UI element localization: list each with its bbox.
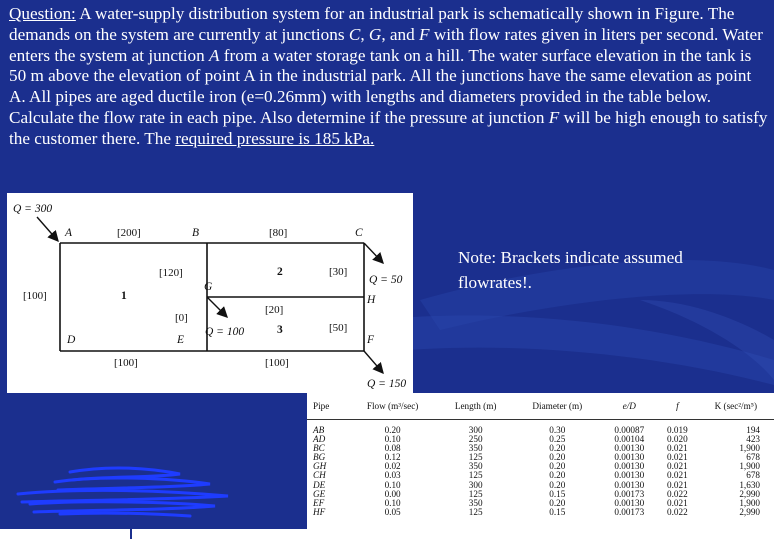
table-row: CH 0.03 125 0.20 0.00130 0.021 678: [313, 470, 760, 481]
bottom-strip: [0, 529, 774, 539]
pipe-data-table-panel: [307, 393, 774, 529]
node-h-label: H: [367, 294, 376, 306]
table-row: GE 0.00 125 0.15 0.00173 0.022 2,990: [313, 488, 760, 499]
header-pipe: Pipe: [307, 393, 347, 420]
flow-gh-label: [20]: [265, 304, 284, 316]
inflow-label: Q = 300: [13, 203, 53, 215]
header-k: K (sec²/m⁵): [698, 393, 774, 420]
node-d-label: D: [67, 334, 76, 346]
note-line-1: Note: Brackets indicate assumed: [458, 248, 683, 267]
header-ed: e/D: [601, 393, 657, 420]
flow-ge-label: [0]: [175, 312, 188, 324]
flow-ab-label: [200]: [117, 227, 141, 239]
inflow-arrow: [37, 217, 58, 241]
loop-2-label: 2: [277, 266, 283, 278]
header-flow: Flow (m³/sec): [347, 393, 438, 420]
node-f-label: F: [367, 334, 375, 346]
demand-c-arrow: [364, 243, 383, 263]
table-row: EF 0.10 350 0.20 0.00130 0.021 1,900: [313, 497, 760, 508]
table-row: GH 0.02 350 0.20 0.00130 0.021 1,900: [313, 461, 760, 472]
header-diameter: Diameter (m): [513, 393, 601, 420]
flow-ef-label: [100]: [265, 357, 289, 369]
loop-1-label: 1: [121, 290, 127, 302]
pen-scribble: [0, 460, 240, 530]
header-f: f: [657, 393, 698, 420]
table-row: BC 0.08 350 0.20 0.00130 0.021 1,900: [313, 443, 760, 454]
demand-g-arrow: [207, 297, 227, 317]
pipe-network-svg: [7, 193, 413, 393]
table-row: DE 0.10 300 0.20 0.00130 0.021 1,630: [313, 479, 760, 490]
pipe-data-table: [307, 393, 774, 517]
loop-3-label: 3: [277, 324, 283, 336]
flow-bc-label: [80]: [269, 227, 288, 239]
node-c-label: C: [355, 227, 363, 239]
node-b-label: B: [192, 227, 200, 239]
flow-ch-label: [30]: [329, 266, 348, 278]
flow-bg-label: [120]: [159, 267, 183, 279]
header-length: Length (m): [438, 393, 513, 420]
table-row: AB 0.20 300 0.30 0.00087 0.019 194: [313, 425, 760, 435]
node-e-label: E: [177, 334, 185, 346]
table-row: BG 0.12 125 0.20 0.00130 0.021 678: [313, 452, 760, 463]
table-row: AD 0.10 250 0.25 0.00104 0.020 423: [313, 434, 760, 445]
question-label: Question:: [9, 4, 76, 23]
demand-g-label: Q = 100: [205, 326, 245, 338]
note-line-2: flowrates!.: [458, 273, 532, 292]
text-cursor-line: [130, 529, 132, 539]
node-a-label: A: [65, 227, 73, 239]
demand-c-label: Q = 50: [369, 274, 403, 286]
node-g-label: G: [204, 281, 213, 293]
table-row: HF 0.05 125 0.15 0.00173 0.022 2,990: [313, 506, 760, 517]
demand-f-arrow: [364, 351, 383, 373]
pipe-network-diagram: [7, 193, 413, 393]
note-text: [458, 245, 758, 295]
question-text: Question: A water-supply distribution system for an industrial park is schematically shown in Figure. The demands on the system are currently at junctions C, G, and F with flow rates given in liters per second. Water enters the system at junction A from a water storage tank on a hill. The water surface elevation in the tank is 50 m above the elevation of point A in the industrial park. All the junctions have the same elevation as point A. All pipes are aged ductile iron (e=0.26mm) with lengths and diameters provided in the table below. Calculate the flow rate in each pipe. Also determine if the pressure at junction F will be high enough to satisfy the customer there. The required pressure is 185 kPa.: [9, 4, 768, 148]
demand-f-label: Q = 150: [367, 378, 407, 390]
flow-ad-label: [100]: [23, 290, 47, 302]
flow-de-label: [100]: [114, 357, 138, 369]
table-header-row: [307, 393, 774, 420]
flow-hf-label: [50]: [329, 322, 348, 334]
